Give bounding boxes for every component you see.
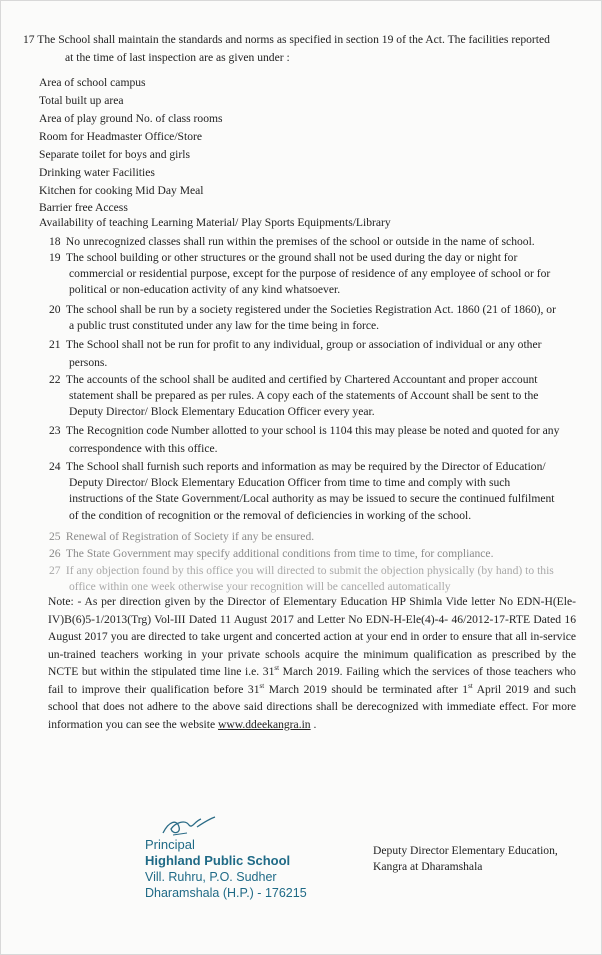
item-22 [49, 373, 538, 387]
note-paragraph [48, 593, 576, 733]
item-19-line-2: commercial or residential purpose, except for the purpose of residence of any employee of school or for [69, 267, 551, 280]
note-sup-3: st [468, 681, 473, 690]
item-24-line-2: Deputy Director/ Block Elementary Education Officer from time to time and comply with such [69, 476, 511, 489]
facility-item: Total built up area [39, 94, 124, 107]
deputy-line-2: Kangra at Dharamshala [373, 860, 483, 873]
item-24 [49, 460, 546, 474]
item-26 [49, 547, 493, 561]
item-20-line-2: a public trust constituted under any law for the time being in force. [69, 319, 380, 332]
facility-item: Separate toilet for boys and girls [39, 148, 191, 161]
item-25 [49, 530, 314, 544]
item-text: The School shall furnish such reports and information as may be required by the Director of Education/ [65, 460, 546, 473]
item-number: 24 [49, 460, 61, 473]
stamp-address-2: Dharamshala (H.P.) - 176215 [145, 886, 307, 900]
item-text: The State Government may specify additional conditions from time to time, for compliance. [65, 547, 494, 560]
item-text: The Recognition code Number allotted to your school is 1104 this may please be noted and quoted for any [65, 424, 560, 437]
item-17-line-1: 17 The School shall maintain the standards and norms as specified in section 19 of the Act. The facilities reported [23, 33, 550, 46]
note-text-3: March 2019 should be terminated after 1 [264, 682, 469, 696]
item-23 [49, 424, 559, 438]
item-text: The accounts of the school shall be audited and certified by Chartered Accountant and proper account [65, 373, 538, 386]
item-number: 21 [49, 338, 61, 351]
item-21-line-2: persons. [69, 356, 108, 369]
principal-stamp [145, 813, 335, 901]
deputy-line-1: Deputy Director Elementary Education, [373, 844, 558, 857]
item-27-line-2: office within one week otherwise your recognition will be cancelled automatically [69, 580, 451, 593]
item-text: The school building or other structures or the ground shall not be used during the day or night for [65, 251, 518, 264]
item-number: 19 [49, 251, 61, 264]
item-19 [49, 251, 517, 265]
item-number: 27 [49, 564, 61, 577]
item-number: 18 [49, 235, 61, 248]
item-number: 22 [49, 373, 61, 386]
item-20 [49, 303, 556, 317]
facility-item: Kitchen for cooking Mid Day Meal [39, 184, 204, 197]
facility-item: Room for Headmaster Office/Store [39, 130, 203, 143]
note-text-4: April 2019 and such school that does not adhere to the above said directions shall be derecognized with immediate effect. For more information you can see the website [48, 682, 576, 731]
item-21 [49, 338, 541, 352]
note-sup-2: st [259, 681, 265, 690]
item-text: Renewal of Registration of Society if any be ensured. [65, 530, 315, 543]
item-19-line-3: political or non-education activity of any kind whatsoever. [69, 283, 341, 296]
deputy-director-block [373, 843, 593, 875]
item-text: The School shall not be run for profit to any individual, group or association of individual or any other [65, 338, 542, 351]
item-text: The school shall be run by a society registered under the Societies Registration Act. 1860 (21 of 1860), or [65, 303, 556, 316]
item-24-line-4: of the condition of recognition or the removal of deficiencies in working of the school. [69, 509, 472, 522]
item-22-line-3: Deputy Director/ Block Elementary Education Officer every year. [69, 405, 375, 418]
stamp-title: Principal [145, 837, 195, 852]
facility-item: Barrier free Access [39, 201, 128, 214]
item-18 [49, 235, 535, 249]
item-27 [49, 564, 554, 578]
facility-item: Area of school campus [39, 76, 146, 89]
website-link[interactable]: www.ddeekangra.in [218, 717, 311, 731]
note-end: . [310, 717, 317, 731]
item-text: If any objection found by this office you will directed to submit the objection physically (by hand) to this [65, 564, 554, 577]
item-number: 23 [49, 424, 61, 437]
note-text-2: March 2019. Failing which the services of those teachers who fail to improve their qualification before 31 [48, 665, 576, 696]
note-sup-1: st [274, 664, 280, 673]
stamp-address-1: Vill. Ruhru, P.O. Sudher [145, 870, 277, 884]
facility-item: Availability of teaching Learning Material/ Play Sports Equipments/Library [39, 216, 391, 229]
item-23-line-2: correspondence with this office. [69, 442, 218, 455]
note-text-1: Note: - As per direction given by the Director of Elementary Education HP Shimla Vide letter No EDN-H(Ele-IV)B(6)5-1/2013(Trg) Vol-III Dated 11 August 2017 and Letter No EDN-H-Ele(4)-4- 46/2012-17-RTE Dated 16 August 2017 you are directed to take urgent and concerted action at your end in order to ensure that all in-service un-trained teachers working in your private schools acquire the minimum qualification as prescribed by the NCTE but within the stipulated time line i.e. 31 [48, 595, 576, 678]
item-17-line-2: at the time of last inspection are as given under : [65, 51, 290, 64]
item-text: No unrecognized classes shall run within the premises of the school or outside in the name of school. [65, 235, 535, 248]
facility-item: Area of play ground No. of class rooms [39, 112, 223, 125]
item-number: 26 [49, 547, 61, 560]
item-22-line-2: statement shall be prepared as per rules. A copy each of the statements of Account shall be sent to the [69, 389, 539, 402]
stamp-school-name: Highland Public School [145, 853, 291, 868]
item-24-line-3: instructions of the State Government/Local authority as may be issued to secure the continued fulfilment [69, 492, 555, 505]
item-number: 20 [49, 303, 61, 316]
item-number: 25 [49, 530, 61, 543]
facility-item: Drinking water Facilities [39, 166, 155, 179]
